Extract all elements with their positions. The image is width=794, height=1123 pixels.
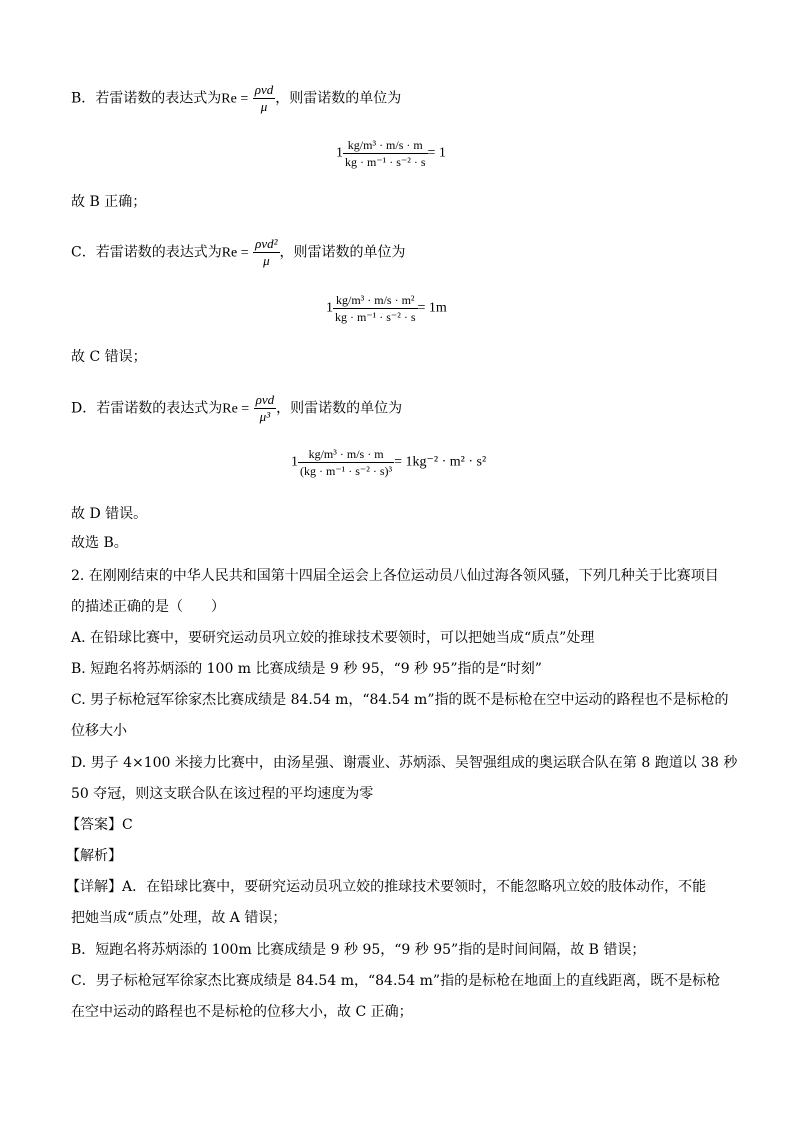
section-c-unit-formula	[326, 292, 447, 325]
section-d-fraction	[254, 392, 277, 425]
section-c-conclusion: 故 C 错误；	[71, 349, 147, 365]
section-b-suffix: ，则雷诺数的单位为	[275, 90, 402, 107]
section-c-unit-fraction	[333, 292, 418, 325]
answer-line	[66, 815, 133, 835]
detail-a-line-1	[66, 877, 706, 897]
section-d-unit-fraction	[298, 446, 394, 479]
detail-tag: 【详解】	[66, 879, 122, 895]
section-d-unit-num: kg/m³ · m/s · m	[308, 447, 384, 461]
section-c-unit-lead: 1	[326, 300, 333, 316]
answer-tag: 【答案】	[66, 817, 122, 833]
detail-a-text: A．在铅球比赛中，要研究运动员巩立姣的推球技术要领时，不能忽略巩立姣的肢体动作，不能	[122, 879, 707, 895]
section-c-unit-result: = 1m	[417, 300, 447, 316]
section-c-expression-line	[71, 236, 406, 269]
section-b-unit-fraction	[343, 137, 428, 170]
section-c-prefix: C．若雷诺数的表达式为	[71, 244, 222, 261]
analysis-tag: 【解析】	[66, 848, 122, 864]
section-c-fraction	[253, 236, 279, 269]
section-b-num: ρvd	[254, 82, 274, 97]
section-c-unit-den: kg · m⁻¹ · s⁻² · s	[335, 310, 416, 324]
section-c-den: μ	[253, 252, 279, 269]
question-2-option-c-line-1: C. 男子标枪冠军徐家杰比赛成绩是 84.54 m，“84.54 m”指的既不是标枪在空中运动的路程也不是标枪的	[71, 692, 729, 708]
question-2-stem-line-1: 2. 在刚刚结束的中华人民共和国第十四届全运会上各位运动员八仙过海各领风骚，下列几种关于比赛项目	[71, 568, 719, 584]
question-2-option-d-line-2: 50 夺冠，则这支联合队在该过程的平均速度为零	[71, 786, 374, 802]
answer-value: C	[122, 817, 133, 833]
section-c-num: ρvd²	[255, 236, 278, 251]
section-b-unit-num: kg/m³ · m/s · m	[347, 138, 423, 152]
section-b-unit-formula	[336, 137, 446, 170]
section-d-den: μ³	[254, 408, 277, 425]
detail-b: B．短跑名将苏炳添的 100m 比赛成绩是 9 秒 95，“9 秒 95”指的是时间间隔，故 B 错误；	[71, 942, 646, 958]
section-d-suffix: ，则雷诺数的单位为	[276, 400, 403, 417]
section-c-re: Re =	[221, 245, 249, 261]
question-2-option-d-line-1: D. 男子 4×100 米接力比赛中，由汤星强、谢震业、苏炳添、吴智强组成的奥运联合队在第 8 跑道以 38 秒	[71, 755, 738, 771]
section-b-expression-line	[71, 82, 401, 115]
section-d-unit-formula	[291, 446, 486, 479]
section-b-den: μ	[253, 98, 276, 115]
section-d-unit-result: = 1kg⁻² · m² · s²	[394, 454, 487, 470]
detail-a-line-2: 把她当成“质点”处理，故 A 错误；	[71, 910, 287, 926]
detail-c-line-2: 在空中运动的路程也不是标枪的位移大小，故 C 正确；	[71, 1004, 413, 1020]
question-2-option-c-line-2: 位移大小	[71, 723, 127, 739]
question-2-option-a: A. 在铅球比赛中，要研究运动员巩立姣的推球技术要领时，可以把她当成“质点”处理	[71, 630, 595, 646]
section-d-conclusion: 故 D 错误。	[71, 506, 148, 522]
section-b-re: Re =	[221, 91, 249, 107]
section-d-unit-den: (kg · m⁻¹ · s⁻² · s)³	[300, 464, 393, 478]
section-c-unit-num: kg/m³ · m/s · m²	[336, 293, 415, 307]
final-answer-line: 故选 B。	[71, 535, 128, 551]
section-b-fraction	[253, 82, 276, 115]
question-2-stem-line-2: 的描述正确的是（ ）	[71, 599, 225, 615]
section-b-prefix: B．若雷诺数的表达式为	[71, 90, 222, 107]
section-b-unit-lead: 1	[336, 145, 343, 161]
detail-c-line-1: C．男子标枪冠军徐家杰比赛成绩是 84.54 m，“84.54 m”指的是标枪在地面上的直线距离，既不是标枪	[71, 973, 721, 989]
question-2-option-b: B. 短跑名将苏炳添的 100 m 比赛成绩是 9 秒 95，“9 秒 95”指的是“时刻”	[71, 661, 542, 677]
section-b-unit-den: kg · m⁻¹ · s⁻² · s	[345, 155, 426, 169]
section-d-re: Re =	[222, 401, 250, 417]
section-d-prefix: D．若雷诺数的表达式为	[71, 400, 223, 417]
section-d-unit-lead: 1	[291, 454, 298, 470]
section-d-num: ρvd	[255, 392, 275, 407]
section-c-suffix: ，则雷诺数的单位为	[279, 244, 406, 261]
section-d-expression-line	[71, 392, 402, 425]
section-b-conclusion: 故 B 正确；	[71, 194, 147, 210]
section-b-unit-result: = 1	[427, 145, 446, 161]
